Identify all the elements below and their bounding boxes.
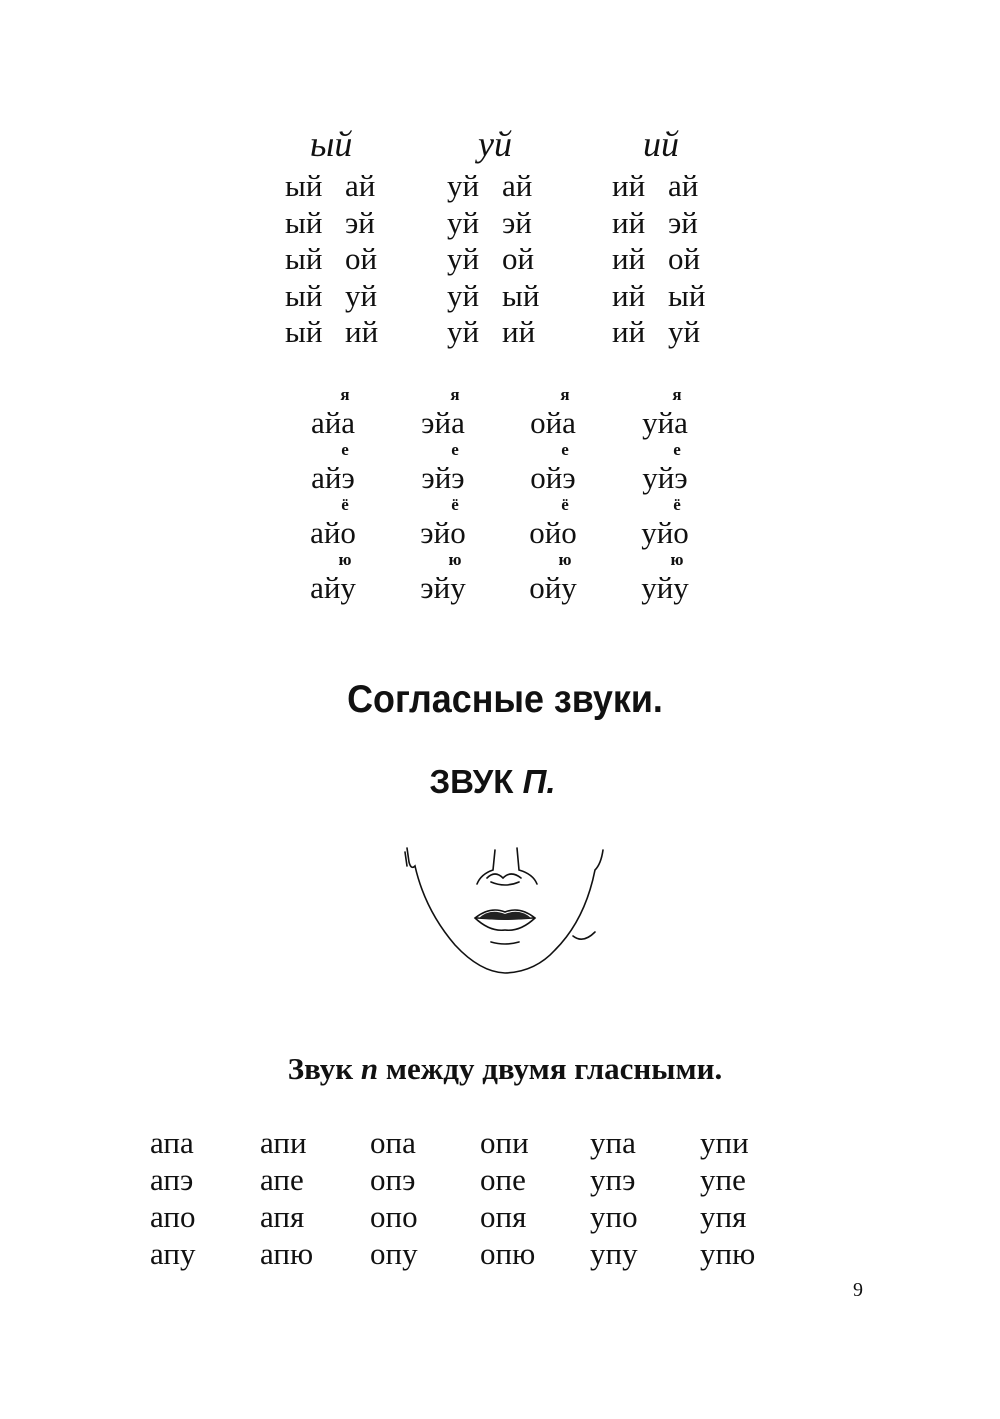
iotated-letter: я <box>560 385 570 404</box>
iotated-word: уйу <box>641 570 689 605</box>
iotated-letter: е <box>341 440 349 459</box>
subheading-letter: п <box>360 1051 379 1086</box>
vowel-pair-word: уй <box>447 314 480 349</box>
syllable: упи <box>700 1125 749 1160</box>
subheading <box>0 1053 1000 1084</box>
syllable: упу <box>590 1236 638 1271</box>
iotated-word: уйа <box>642 405 688 440</box>
vowel-pair-word: ый <box>285 277 323 313</box>
section-heading: Согласные звуки. <box>347 678 663 721</box>
syllable: апэ <box>150 1162 194 1197</box>
vowel-pair-word: уй <box>447 277 480 313</box>
iotated-word: айэ <box>311 460 355 495</box>
vowel-pair-word: ый <box>285 204 323 240</box>
iotated-letter: я <box>340 385 350 404</box>
iotated-letter: ё <box>341 495 349 514</box>
syllable: упя <box>700 1199 747 1234</box>
syllable: опу <box>370 1236 418 1271</box>
syllable: опа <box>370 1125 416 1160</box>
syllable: апу <box>150 1236 196 1271</box>
vowel-pair-word: ий <box>345 314 379 349</box>
iotated-word: ойа <box>530 405 576 440</box>
iotated-word: айо <box>310 515 356 550</box>
subheading-prefix: Звук <box>287 1051 354 1086</box>
vowel-pair-word: уй <box>345 277 378 313</box>
iotated-letter: я <box>672 385 682 404</box>
iotated-letter: е <box>451 440 459 459</box>
subheading-suffix: между двумя гласными. <box>385 1051 723 1086</box>
sound-title <box>0 765 985 798</box>
iotated-letter: ю <box>338 550 352 569</box>
iotated-word: уйэ <box>642 460 688 495</box>
vowel-pair-word: ой <box>502 241 535 276</box>
syllable: апю <box>260 1236 314 1271</box>
sound-title-prefix: ЗВУК <box>429 763 514 800</box>
sound-title-letter: П. <box>522 763 556 800</box>
vowel-pair-word: ый <box>285 241 323 276</box>
iotated-letter: е <box>561 440 569 459</box>
vowel-pair-word: ий <box>502 314 536 349</box>
syllable: упо <box>590 1199 638 1234</box>
vowel-pair-word: ый <box>285 314 323 349</box>
vowel-pair-word: ий <box>612 241 646 276</box>
vowel-pair-word: уй <box>447 241 480 276</box>
syllable: апи <box>260 1125 307 1160</box>
iotated-letter: е <box>673 440 681 459</box>
syllable: упа <box>590 1125 636 1160</box>
page-number: 9 <box>853 1279 863 1301</box>
vowel-pair-word: ой <box>345 241 378 276</box>
iotated-word: эйо <box>420 515 466 550</box>
vowel-pair-word: ий <box>612 314 646 349</box>
syllable: апя <box>260 1199 305 1234</box>
syllable: апо <box>150 1199 196 1234</box>
vowel-pair-word: ай <box>668 168 699 203</box>
vowel-pair-word: ай <box>502 168 533 203</box>
iotated-word: ойэ <box>530 460 576 495</box>
syllable: упэ <box>590 1162 636 1197</box>
column-header: ый <box>310 124 353 164</box>
iotated-letter: ю <box>558 550 572 569</box>
iotated-word: айа <box>310 405 356 440</box>
iotated-word: эйу <box>420 570 466 605</box>
syllable: апе <box>260 1162 304 1197</box>
vowel-pair-word: уй <box>668 314 701 349</box>
iotated-letter: ю <box>448 550 462 569</box>
vowel-pair-word: ий <box>612 168 646 203</box>
vowel-pair-word: эй <box>668 204 698 240</box>
syllable: опи <box>480 1125 529 1160</box>
vowel-pair-word: ий <box>612 277 646 313</box>
iotated-word: эйэ <box>421 460 465 495</box>
column-header: ий <box>643 124 679 164</box>
vowel-pair-word: эй <box>502 204 532 240</box>
vowel-pair-word: эй <box>345 204 375 240</box>
vowel-pair-word: уй <box>447 168 480 203</box>
iotated-letter: ё <box>561 495 569 514</box>
iotated-letter: ё <box>451 495 459 514</box>
iotated-word: ойо <box>529 515 577 550</box>
syllable: опэ <box>370 1162 416 1197</box>
vowel-pair-word: ый <box>668 277 706 313</box>
vowel-pair-word: ый <box>502 277 540 313</box>
vowel-pair-word: ый <box>285 168 323 203</box>
iotated-word: айу <box>310 570 356 605</box>
iotated-letter: ё <box>673 495 681 514</box>
syllable: опя <box>480 1199 527 1234</box>
iotated-letter: ю <box>670 550 684 569</box>
iotated-word: уйо <box>641 515 689 550</box>
iotated-word: ойу <box>529 570 577 605</box>
syllable: упе <box>700 1162 746 1197</box>
syllable: опе <box>480 1162 526 1197</box>
vowel-pair-word: ий <box>612 204 646 240</box>
vowel-pair-word: уй <box>447 204 480 240</box>
iotated-word: эйа <box>421 405 465 440</box>
vowel-pair-word: ой <box>668 241 701 276</box>
face-illustration <box>395 840 615 980</box>
syllable: упю <box>700 1236 756 1271</box>
iotated-letter: я <box>450 385 460 404</box>
vowel-pair-word: ай <box>345 168 376 203</box>
column-header: уй <box>478 124 512 164</box>
syllable: апа <box>150 1125 194 1160</box>
syllable: опю <box>480 1236 536 1271</box>
syllable: опо <box>370 1199 418 1234</box>
